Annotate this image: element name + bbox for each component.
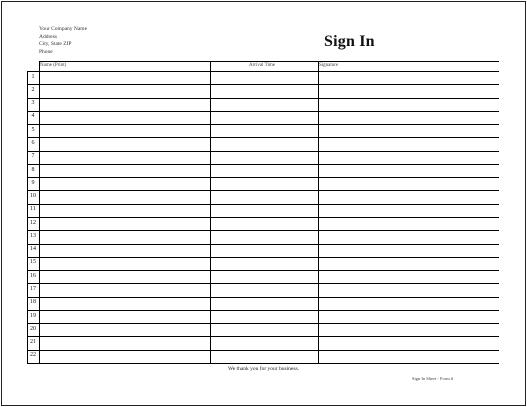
footer-form-id: Sign In Sheet - Form # <box>412 376 454 381</box>
company-city-state-zip: City, State ZIP <box>39 41 72 47</box>
company-name: Your Company Name <box>39 26 88 32</box>
row-number: 3 <box>31 100 35 106</box>
header-bottom-border <box>27 71 499 72</box>
row-divider <box>27 137 499 138</box>
row-number: 19 <box>30 313 36 319</box>
row-divider <box>27 177 499 178</box>
footer-thanks: We thank you for your business. <box>227 366 300 372</box>
row-number: 1 <box>31 74 35 80</box>
row-divider <box>27 350 499 351</box>
row-divider <box>27 151 499 152</box>
row-number: 8 <box>31 167 35 173</box>
row-number: 7 <box>31 153 35 159</box>
column-header-name: Name (Print) <box>40 63 67 68</box>
row-number: 18 <box>30 299 36 305</box>
row-number: 12 <box>30 220 36 226</box>
row-number: 9 <box>31 180 35 186</box>
row-divider <box>27 244 499 245</box>
row-number: 17 <box>30 286 36 292</box>
row-divider <box>27 111 499 112</box>
column-divider <box>39 61 40 364</box>
row-divider <box>27 270 499 271</box>
row-number: 11 <box>30 206 36 212</box>
row-number: 5 <box>31 127 35 133</box>
company-phone: Phone <box>39 48 53 55</box>
row-number: 14 <box>30 246 36 252</box>
row-divider <box>27 124 499 125</box>
page-title: Sign In <box>324 33 375 50</box>
row-divider <box>27 190 499 191</box>
row-number: 13 <box>30 233 36 239</box>
row-divider <box>27 310 499 311</box>
row-divider <box>27 257 499 258</box>
column-divider <box>210 61 211 364</box>
row-divider <box>27 336 499 337</box>
row-number: 22 <box>30 352 36 358</box>
company-address: Address <box>39 33 58 40</box>
row-number: 15 <box>30 259 36 265</box>
company-info <box>39 26 87 56</box>
row-number: 16 <box>30 273 36 279</box>
row-number: 21 <box>30 339 36 345</box>
table-top-border <box>39 61 499 62</box>
row-divider <box>27 230 499 231</box>
row-divider <box>27 98 499 99</box>
row-divider <box>27 283 499 284</box>
row-divider <box>27 204 499 205</box>
row-divider <box>27 363 499 364</box>
row-number: 6 <box>31 140 35 146</box>
table-header <box>39 61 499 71</box>
row-number: 10 <box>30 193 36 199</box>
row-divider <box>27 84 499 85</box>
column-header-arrival: Arrival Time <box>249 63 275 68</box>
row-divider <box>27 323 499 324</box>
row-number: 4 <box>31 113 35 119</box>
row-divider <box>27 164 499 165</box>
row-divider <box>27 217 499 218</box>
row-divider <box>27 297 499 298</box>
column-divider <box>318 61 319 364</box>
column-header-signature: Signature <box>319 63 339 68</box>
row-number: 20 <box>30 326 36 332</box>
row-number: 2 <box>31 87 35 93</box>
